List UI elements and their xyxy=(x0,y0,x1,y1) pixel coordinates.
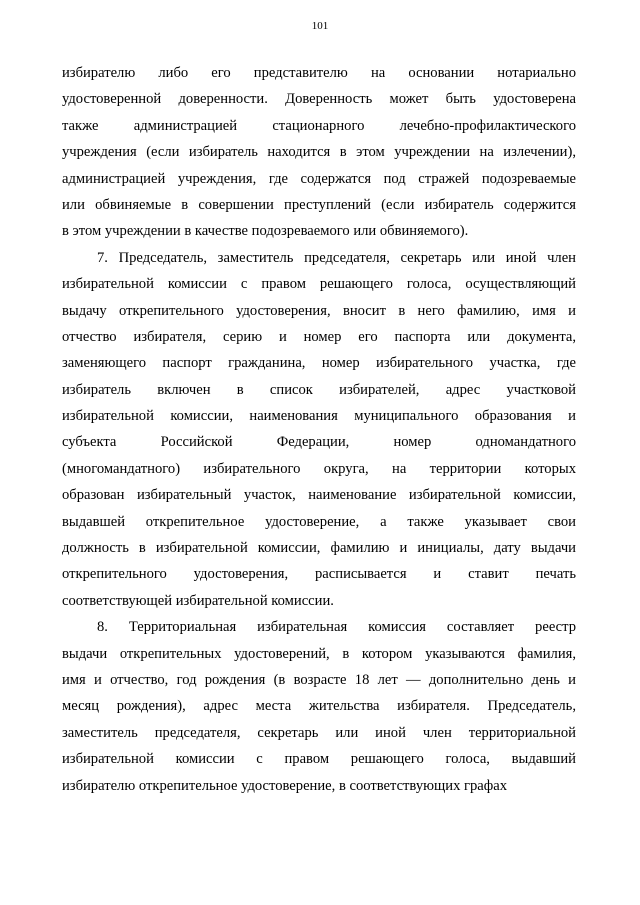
paragraph-item-7 xyxy=(62,245,576,614)
text-line: избирательной комиссии с правом решающего голоса, выдавший xyxy=(62,751,576,768)
text-line: выдавшей открепительное удостоверение, а также указывает свои xyxy=(62,513,576,530)
text-line: открепительного удостоверения, расписывается и ставит печать xyxy=(62,566,576,583)
paragraph-item-8 xyxy=(62,614,576,799)
text-line: избирателю либо его представителю на основании нотариально xyxy=(62,65,576,81)
text-line: образован избирательный участок, наименование избирательной комиссии, xyxy=(62,487,576,504)
text-line: учреждения (если избиратель находится в этом учреждении на излечении), xyxy=(62,144,576,161)
text-line: (многомандатного) избирательного округа, на территории которых xyxy=(62,460,576,477)
paragraph-continuation xyxy=(62,60,576,245)
text-line: 8. Территориальная избирательная комиссия составляет реестр xyxy=(97,619,576,636)
text-line: 7. Председатель, заместитель председателя, секретарь или иной член xyxy=(97,249,576,266)
text-line: избирательной комиссии с правом решающего голоса, осуществляющий xyxy=(62,276,576,293)
text-line: избирательной комиссии, наименования муниципального образования и xyxy=(62,408,576,425)
text-line: выдачи открепительных удостоверений, в котором указываются фамилия, xyxy=(62,645,576,662)
text-line: или обвиняемые в совершении преступлений (если избиратель содержится xyxy=(62,196,576,213)
text-line: удостоверенной доверенности. Доверенность может быть удостоверена xyxy=(62,91,576,108)
text-line: избиратель включен в список избирателей, адрес участковой xyxy=(62,381,576,398)
page-number: 101 xyxy=(311,20,329,32)
text-line: должность в избирательной комиссии, фамилию и инициалы, дату выдачи xyxy=(62,540,576,557)
text-line: субъекта Российской Федерации, номер одномандатного xyxy=(62,434,576,451)
text-line: месяц рождения), адрес места жительства избирателя. Председатель, xyxy=(62,698,576,715)
text-line: выдачу открепительного удостоверения, вносит в него фамилию, имя и xyxy=(62,302,576,319)
text-line: избирателю открепительное удостоверение, в соответствующих графах xyxy=(62,777,508,794)
text-line: имя и отчество, год рождения (в возрасте 18 лет — дополнительно день и xyxy=(62,671,576,688)
text-line: администрацией учреждения, где содержатся под стражей подозреваемые xyxy=(62,170,576,187)
document-body xyxy=(62,60,576,799)
text-line: в этом учреждении в качестве подозреваемого или обвиняемого). xyxy=(62,223,469,240)
text-line: заместитель председателя, секретарь или иной член территориальной xyxy=(62,724,576,741)
text-line: отчество избирателя, серию и номер его паспорта или документа, xyxy=(62,328,576,345)
text-line: заменяющего паспорт гражданина, номер избирательного участка, где xyxy=(62,355,576,372)
text-line: соответствующей избирательной комиссии. xyxy=(62,592,334,609)
text-line: также администрацией стационарного лечебно-профилактического xyxy=(62,117,576,134)
